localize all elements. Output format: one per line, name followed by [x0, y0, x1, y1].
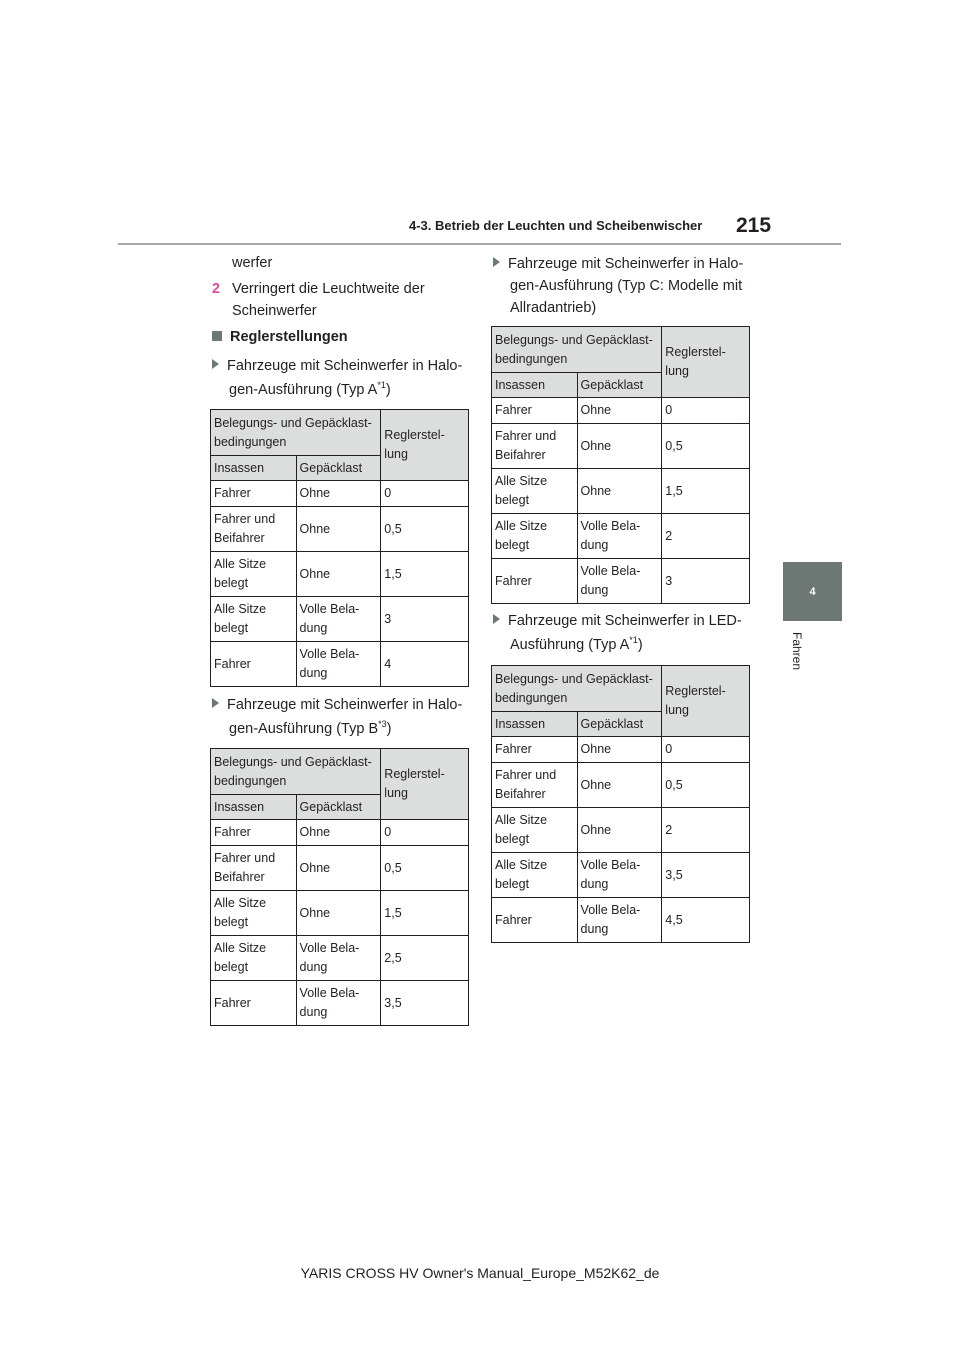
- table-row: [211, 642, 469, 687]
- table-row: [492, 559, 750, 604]
- cell-occupants: [492, 763, 578, 808]
- table-2-heading-close: ): [386, 721, 392, 737]
- cell-position: 1,5: [662, 469, 750, 514]
- cell-occupants-line-1: Fahrer und: [214, 512, 276, 526]
- cell-occupants-line-1: Alle Sitze: [214, 941, 267, 955]
- table-3-heading-line-1: Fahrzeuge mit Scheinwerfer in Halo-: [508, 256, 744, 272]
- header-condition: [211, 410, 381, 456]
- cell-luggage-line-1: Volle Bela-: [299, 941, 360, 955]
- header-condition-line-1: Belegungs- und Gepäcklast-: [214, 754, 372, 769]
- cell-occupants-line-2: belegt: [495, 832, 530, 846]
- table-row: [211, 481, 469, 507]
- cell-occupants-line-2: belegt: [214, 915, 249, 929]
- cell-position: 2: [662, 808, 750, 853]
- table-1-heading-close: ): [385, 382, 391, 398]
- cell-position: 2,5: [381, 936, 469, 981]
- cell-occupants-line-2: Beifahrer: [214, 870, 265, 884]
- cell-occupants: Fahrer: [211, 642, 297, 687]
- cell-occupants: [492, 853, 578, 898]
- table-1-heading: [212, 354, 462, 402]
- cell-luggage: [577, 898, 662, 943]
- header-condition: [492, 327, 662, 373]
- cell-occupants: Fahrer: [211, 981, 297, 1026]
- cell-occupants: [211, 846, 297, 891]
- cell-occupants: Fahrer: [492, 559, 578, 604]
- cell-luggage-line-2: dung: [580, 877, 609, 891]
- table-3-heading-line-2: gen-Ausführung (Typ C: Modelle mit: [510, 278, 743, 294]
- cell-luggage: Ohne: [296, 552, 381, 597]
- footer-text: YARIS CROSS HV Owner's Manual_Europe_M52K62_de: [300, 1265, 660, 1281]
- header-position-line-1: Reglerstel-: [384, 428, 445, 442]
- table-row: [211, 507, 469, 552]
- cell-luggage-line-2: dung: [580, 583, 609, 597]
- cell-luggage: Ohne: [296, 820, 381, 846]
- cell-luggage: Ohne: [296, 846, 381, 891]
- table-1-heading-line-1: Fahrzeuge mit Scheinwerfer in Halo-: [227, 358, 463, 374]
- cell-occupants: [492, 514, 578, 559]
- step-2: [212, 278, 425, 322]
- square-bullet-icon: [212, 331, 222, 341]
- step-number: 2: [212, 281, 221, 297]
- triangle-bullet-icon: [212, 698, 219, 708]
- section-title: 4-3. Betrieb der Leuchten und Scheibenwischer: [409, 218, 703, 233]
- footnote-ref: *1: [377, 380, 386, 391]
- cell-occupants-line-1: Alle Sitze: [214, 557, 267, 571]
- cell-occupants: Fahrer: [211, 481, 297, 507]
- table-3-heading-line-3: Allradantrieb): [510, 300, 597, 316]
- header-condition: [211, 749, 381, 795]
- table-row: [211, 846, 469, 891]
- page-number: 215: [736, 214, 772, 237]
- cell-luggage: Ohne: [577, 763, 662, 808]
- cell-occupants-line-2: belegt: [495, 877, 530, 891]
- header-condition-line-2: bedingungen: [214, 434, 287, 449]
- cell-luggage-line-1: Volle Bela-: [580, 858, 641, 872]
- cell-occupants: [211, 936, 297, 981]
- cell-luggage-line-1: Volle Bela-: [580, 564, 641, 578]
- cell-luggage: [577, 853, 662, 898]
- continued-text: werfer: [232, 255, 273, 271]
- cell-occupants-line-2: belegt: [495, 493, 530, 507]
- cell-occupants-line-1: Alle Sitze: [495, 813, 548, 827]
- cell-luggage-line-1: Volle Bela-: [299, 602, 360, 616]
- header-position: [381, 749, 469, 820]
- table-row: [492, 898, 750, 943]
- table-4-heading-line-1: Fahrzeuge mit Scheinwerfer in LED-: [508, 613, 742, 629]
- header-position: [662, 327, 750, 398]
- triangle-bullet-icon: [212, 359, 219, 369]
- footnote-ref: *1: [629, 635, 638, 646]
- table-4-heading-line-2: Ausführung (Typ A: [510, 637, 630, 653]
- header-condition-line-2: bedingungen: [495, 690, 568, 705]
- table-3-heading: [493, 253, 743, 319]
- cell-luggage: Ohne: [296, 891, 381, 936]
- cell-occupants-line-1: Fahrer und: [495, 429, 557, 443]
- cell-luggage: [577, 559, 662, 604]
- table-4-heading: [493, 609, 742, 657]
- header-condition-line-2: bedingungen: [214, 773, 287, 788]
- header-position-line-2: lung: [384, 786, 408, 800]
- cell-occupants-line-2: Beifahrer: [495, 787, 546, 801]
- cell-luggage: Ohne: [577, 424, 662, 469]
- cell-position: 3: [381, 597, 469, 642]
- cell-occupants: [492, 424, 578, 469]
- table-row: [211, 552, 469, 597]
- cell-luggage: Ohne: [577, 469, 662, 514]
- cell-position: 0: [662, 398, 750, 424]
- table-row: [492, 424, 750, 469]
- cell-luggage-line-2: dung: [299, 1005, 328, 1019]
- header-condition-line-1: Belegungs- und Gepäcklast-: [495, 671, 653, 686]
- cell-occupants: [492, 808, 578, 853]
- cell-occupants: Fahrer: [492, 398, 578, 424]
- cell-position: 0: [381, 820, 469, 846]
- cell-luggage-line-2: dung: [299, 621, 328, 635]
- header-divider: [118, 243, 841, 245]
- table-row: [492, 737, 750, 763]
- cell-luggage: [577, 514, 662, 559]
- cell-luggage-line-1: Volle Bela-: [580, 519, 641, 533]
- header-position-line-1: Reglerstel-: [384, 767, 445, 781]
- table-4-heading-close: ): [637, 637, 643, 653]
- cell-position: 0,5: [381, 507, 469, 552]
- cell-position: 4,5: [662, 898, 750, 943]
- header-luggage: Gepäcklast: [296, 456, 381, 481]
- chapter-number: 4: [809, 585, 816, 598]
- cell-luggage: [296, 642, 381, 687]
- cell-occupants-line-1: Alle Sitze: [495, 474, 548, 488]
- table-2-heading-line-1: Fahrzeuge mit Scheinwerfer in Halo-: [227, 697, 463, 713]
- cell-luggage-line-2: dung: [580, 922, 609, 936]
- cell-occupants: Fahrer: [211, 820, 297, 846]
- subheading-text: Reglerstellungen: [230, 329, 348, 345]
- header-position-line-1: Reglerstel-: [665, 345, 726, 359]
- cell-luggage: Ohne: [577, 737, 662, 763]
- cell-occupants-line-2: Beifahrer: [214, 531, 265, 545]
- header-luggage: Gepäcklast: [577, 373, 662, 398]
- cell-position: 2: [662, 514, 750, 559]
- cell-luggage-line-2: dung: [299, 960, 328, 974]
- cell-occupants-line-1: Alle Sitze: [214, 896, 267, 910]
- cell-luggage: Ohne: [296, 507, 381, 552]
- header-occupants: Insassen: [211, 456, 297, 481]
- cell-luggage-line-1: Volle Bela-: [299, 986, 360, 1000]
- cell-luggage: Ohne: [296, 481, 381, 507]
- table-row: [492, 514, 750, 559]
- header-position-line-2: lung: [384, 447, 408, 461]
- cell-position: 3,5: [662, 853, 750, 898]
- table-2-heading-line-2: gen-Ausführung (Typ B: [229, 721, 379, 737]
- header-luggage: Gepäcklast: [296, 795, 381, 820]
- table-2-heading: [212, 693, 462, 741]
- table-row: [492, 469, 750, 514]
- cell-position: 0,5: [662, 424, 750, 469]
- cell-occupants: Fahrer: [492, 898, 578, 943]
- triangle-bullet-icon: [493, 257, 500, 267]
- cell-luggage: [296, 936, 381, 981]
- step-text-line-2: Scheinwerfer: [232, 303, 317, 319]
- cell-position: 1,5: [381, 891, 469, 936]
- cell-luggage: Ohne: [577, 398, 662, 424]
- cell-occupants-line-1: Alle Sitze: [495, 519, 548, 533]
- cell-occupants-line-2: belegt: [214, 576, 249, 590]
- cell-occupants-line-2: belegt: [214, 960, 249, 974]
- footnote-ref: *3: [378, 719, 387, 730]
- cell-luggage-line-2: dung: [299, 666, 328, 680]
- table-row: [492, 763, 750, 808]
- header-position: [662, 666, 750, 737]
- header-position-line-1: Reglerstel-: [665, 684, 726, 698]
- cell-position: 0,5: [381, 846, 469, 891]
- table-row: [211, 936, 469, 981]
- subheading: [212, 329, 348, 345]
- cell-occupants: [211, 552, 297, 597]
- cell-position: 4: [381, 642, 469, 687]
- table-row: [211, 820, 469, 846]
- header-occupants: Insassen: [211, 795, 297, 820]
- header-condition-line-1: Belegungs- und Gepäcklast-: [495, 332, 653, 347]
- header-position-line-2: lung: [665, 364, 689, 378]
- table-3: [491, 326, 750, 604]
- header-luggage: Gepäcklast: [577, 712, 662, 737]
- cell-occupants-line-1: Fahrer und: [495, 768, 557, 782]
- cell-position: 3: [662, 559, 750, 604]
- table-2: [210, 748, 469, 1026]
- cell-occupants: [211, 597, 297, 642]
- cell-occupants: [211, 891, 297, 936]
- cell-occupants-line-2: belegt: [495, 538, 530, 552]
- header-occupants: Insassen: [492, 373, 578, 398]
- table-row: [492, 853, 750, 898]
- table-1: [210, 409, 469, 687]
- table-row: [492, 398, 750, 424]
- cell-occupants-line-1: Alle Sitze: [495, 858, 548, 872]
- cell-luggage-line-1: Volle Bela-: [299, 647, 360, 661]
- triangle-bullet-icon: [493, 614, 500, 624]
- table-1-heading-line-2: gen-Ausführung (Typ A: [229, 382, 378, 398]
- step-text-line-1: Verringert die Leuchtweite der: [232, 281, 425, 297]
- cell-occupants-line-1: Alle Sitze: [214, 602, 267, 616]
- table-row: [211, 981, 469, 1026]
- cell-luggage: [296, 597, 381, 642]
- cell-position: 1,5: [381, 552, 469, 597]
- header-condition: [492, 666, 662, 712]
- table-row: [492, 808, 750, 853]
- cell-luggage-line-1: Volle Bela-: [580, 903, 641, 917]
- cell-occupants: Fahrer: [492, 737, 578, 763]
- cell-position: 0: [381, 481, 469, 507]
- cell-occupants-line-2: Beifahrer: [495, 448, 546, 462]
- table-row: [211, 597, 469, 642]
- cell-position: 3,5: [381, 981, 469, 1026]
- cell-position: 0,5: [662, 763, 750, 808]
- chapter-tab: [783, 562, 842, 621]
- chapter-label: Fahren: [790, 632, 804, 671]
- cell-occupants: [492, 469, 578, 514]
- table-4: [491, 665, 750, 943]
- cell-luggage: [296, 981, 381, 1026]
- cell-occupants-line-1: Fahrer und: [214, 851, 276, 865]
- cell-position: 0: [662, 737, 750, 763]
- table-row: [211, 891, 469, 936]
- cell-occupants: [211, 507, 297, 552]
- header-condition-line-1: Belegungs- und Gepäcklast-: [214, 415, 372, 430]
- header-occupants: Insassen: [492, 712, 578, 737]
- header-position: [381, 410, 469, 481]
- cell-luggage: Ohne: [577, 808, 662, 853]
- cell-luggage-line-2: dung: [580, 538, 609, 552]
- header-condition-line-2: bedingungen: [495, 351, 568, 366]
- header-position-line-2: lung: [665, 703, 689, 717]
- cell-occupants-line-2: belegt: [214, 621, 249, 635]
